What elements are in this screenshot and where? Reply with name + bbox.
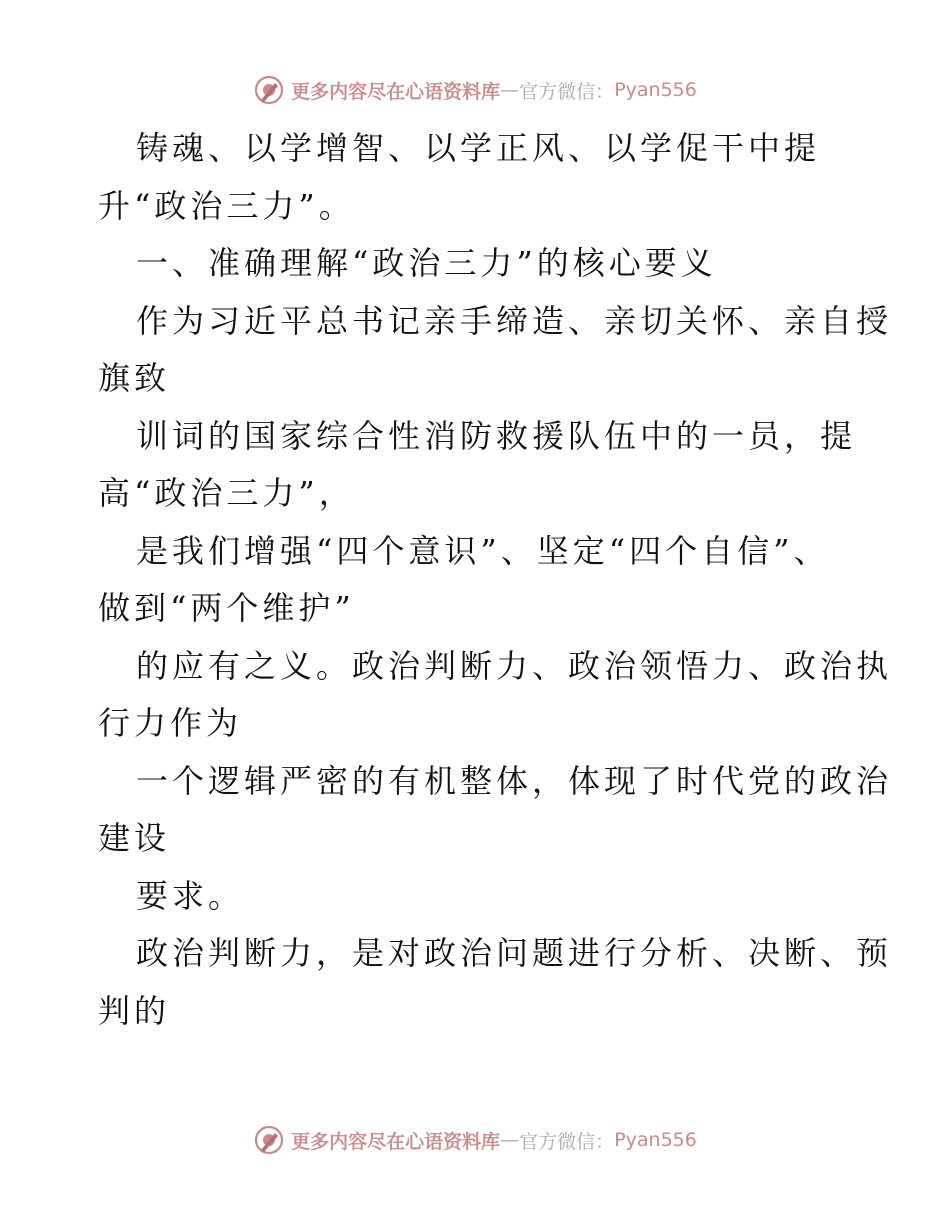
text-line: 高“政治三力”， [98, 474, 355, 512]
watermark-main-text: 更多内容尽在心语资料库 [291, 1130, 501, 1153]
text-line: 是我们增强“四个意识”、坚定“四个自信”、 [136, 531, 830, 570]
text-line: 作为习近平总书记亲手缔造、亲切关怀、亲自授 [136, 301, 893, 340]
text-line: 的应有之义。政治判断力、政治领悟力、政治执 [136, 646, 893, 685]
text-line: 训词的国家综合性消防救援队伍中的一员，提 [136, 416, 857, 455]
footer-watermark [0, 1120, 950, 1160]
text-line: 升“政治三力”。 [98, 186, 355, 225]
document-body [98, 120, 893, 1040]
watermark-separator: — [500, 1129, 520, 1151]
text-line: 判的 [98, 991, 171, 1030]
pen-logo-icon [253, 1124, 285, 1156]
text-line: 铸魂、以学增智、以学正风、以学促干中提 [136, 129, 821, 167]
text-line: 旗致 [98, 359, 171, 397]
text-line: 要求。 [136, 876, 245, 915]
header-watermark [0, 70, 950, 110]
watermark-wechat-label: 官方微信： [519, 80, 615, 103]
watermark-wechat-label: 官方微信： [519, 1130, 615, 1153]
pen-logo-icon [253, 74, 285, 106]
watermark-separator: — [500, 79, 520, 101]
text-line: 行力作为 [98, 704, 243, 742]
watermark-main-text: 更多内容尽在心语资料库 [291, 80, 501, 103]
section-heading: 一、准确理解“政治三力”的核心要义 [136, 244, 717, 282]
text-line: 政治判断力，是对政治问题进行分析、决断、预 [136, 934, 893, 972]
text-line: 建设 [98, 819, 171, 857]
text-line: 一个逻辑严密的有机整体，体现了时代党的政治 [136, 761, 893, 800]
watermark-wechat-handle: Pyan556 [614, 1129, 697, 1151]
text-line: 做到“两个维护” [98, 589, 355, 627]
watermark-wechat-handle: Pyan556 [614, 79, 697, 101]
